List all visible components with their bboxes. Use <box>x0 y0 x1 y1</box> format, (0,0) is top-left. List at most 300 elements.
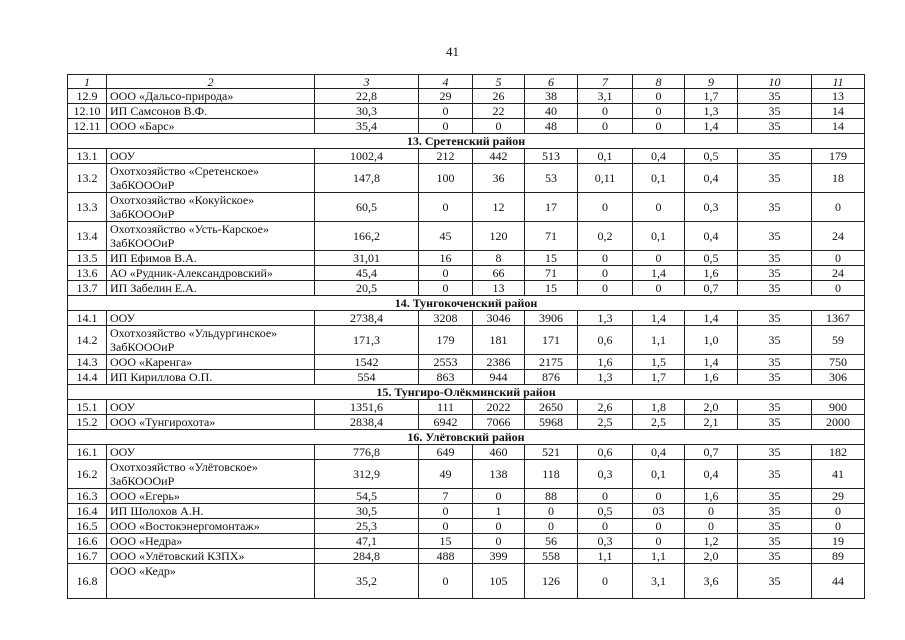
value-cell: 0 <box>419 504 473 519</box>
value-cell: 22 <box>473 104 525 119</box>
value-cell: 35 <box>738 281 812 296</box>
value-cell: 29 <box>812 489 865 504</box>
value-cell: 2386 <box>473 355 525 370</box>
value-cell: 2838,4 <box>315 415 419 430</box>
value-cell: 48 <box>525 119 578 134</box>
value-cell: 89 <box>812 549 865 564</box>
organization-name-cell: ООО «Каренга» <box>107 355 315 370</box>
value-cell: 88 <box>525 489 578 504</box>
value-cell: 120 <box>473 222 525 251</box>
value-cell: 30,3 <box>315 104 419 119</box>
value-cell: 1,5 <box>633 355 685 370</box>
value-cell: 20,5 <box>315 281 419 296</box>
value-cell: 0,11 <box>578 164 633 193</box>
row-number-cell: 13.5 <box>68 251 107 266</box>
column-number: 7 <box>578 75 633 89</box>
value-cell: 3046 <box>473 311 525 326</box>
table-row <box>68 445 865 460</box>
value-cell: 35 <box>738 549 812 564</box>
value-cell: 105 <box>473 564 525 599</box>
value-cell: 0,4 <box>633 445 685 460</box>
value-cell: 182 <box>812 445 865 460</box>
value-cell: 14 <box>812 104 865 119</box>
value-cell: 111 <box>419 400 473 415</box>
row-number-cell: 16.4 <box>68 504 107 519</box>
row-number-cell: 13.6 <box>68 266 107 281</box>
row-number-cell: 16.5 <box>68 519 107 534</box>
value-cell: 0 <box>633 519 685 534</box>
value-cell: 900 <box>812 400 865 415</box>
value-cell: 0 <box>578 281 633 296</box>
value-cell: 0,1 <box>578 149 633 164</box>
value-cell: 0 <box>812 193 865 222</box>
value-cell: 2022 <box>473 400 525 415</box>
table-row <box>68 519 865 534</box>
value-cell: 1367 <box>812 311 865 326</box>
value-cell: 59 <box>812 326 865 355</box>
value-cell: 24 <box>812 266 865 281</box>
table-row <box>68 281 865 296</box>
value-cell: 29 <box>419 89 473 104</box>
value-cell: 41 <box>812 460 865 489</box>
value-cell: 0 <box>578 519 633 534</box>
organization-name-cell: ИП Забелин Е.А. <box>107 281 315 296</box>
value-cell: 750 <box>812 355 865 370</box>
organization-name-cell: ИП Самсонов В.Ф. <box>107 104 315 119</box>
table-row <box>68 193 865 222</box>
district-title: 15. Тунгиро-Олёкминский район <box>68 385 865 400</box>
row-number-cell: 16.6 <box>68 534 107 549</box>
value-cell: 1,3 <box>578 370 633 385</box>
value-cell: 1,6 <box>685 266 738 281</box>
value-cell: 15 <box>525 251 578 266</box>
row-number-cell: 16.7 <box>68 549 107 564</box>
value-cell: 1,4 <box>633 266 685 281</box>
value-cell: 1,1 <box>633 549 685 564</box>
value-cell: 35 <box>738 149 812 164</box>
value-cell: 35 <box>738 534 812 549</box>
value-cell: 118 <box>525 460 578 489</box>
value-cell: 22,8 <box>315 89 419 104</box>
row-number-cell: 16.8 <box>68 564 107 599</box>
table-row <box>68 460 865 489</box>
table-row <box>68 370 865 385</box>
value-cell: 1542 <box>315 355 419 370</box>
value-cell: 0,3 <box>578 534 633 549</box>
column-number: 2 <box>107 75 315 89</box>
value-cell: 166,2 <box>315 222 419 251</box>
value-cell: 15 <box>525 281 578 296</box>
value-cell: 863 <box>419 370 473 385</box>
value-cell: 171 <box>525 326 578 355</box>
column-number-row <box>68 75 865 89</box>
value-cell: 1 <box>473 504 525 519</box>
organization-name-cell: Охотхозяйство «Кокуйское» ЗабКОООиР <box>107 193 315 222</box>
value-cell: 15 <box>419 534 473 549</box>
value-cell: 0 <box>633 534 685 549</box>
value-cell: 0,7 <box>685 281 738 296</box>
value-cell: 44 <box>812 564 865 599</box>
district-section-row <box>68 430 865 445</box>
value-cell: 0 <box>525 519 578 534</box>
row-number-cell: 15.2 <box>68 415 107 430</box>
table-row <box>68 119 865 134</box>
value-cell: 35,4 <box>315 119 419 134</box>
table-row <box>68 355 865 370</box>
column-number: 10 <box>738 75 812 89</box>
organization-name-cell: ООО «Барс» <box>107 119 315 134</box>
organization-name-cell: Охотхозяйство «Улётовское» ЗабКОООиР <box>107 460 315 489</box>
value-cell: 1,1 <box>633 326 685 355</box>
organization-name-cell: ООО «Егерь» <box>107 489 315 504</box>
district-title: 13. Сретенский район <box>68 134 865 149</box>
value-cell: 1,6 <box>685 370 738 385</box>
value-cell: 0 <box>633 281 685 296</box>
value-cell: 0,3 <box>685 193 738 222</box>
value-cell: 47,1 <box>315 534 419 549</box>
value-cell: 35 <box>738 222 812 251</box>
value-cell: 60,5 <box>315 193 419 222</box>
district-title: 16. Улётовский район <box>68 430 865 445</box>
value-cell: 147,8 <box>315 164 419 193</box>
organization-name-cell: АО «Рудник-Александровский» <box>107 266 315 281</box>
value-cell: 312,9 <box>315 460 419 489</box>
organization-name-cell: ООО «Тунгирохота» <box>107 415 315 430</box>
value-cell: 35,2 <box>315 564 419 599</box>
row-number-cell: 13.1 <box>68 149 107 164</box>
value-cell: 26 <box>473 89 525 104</box>
value-cell: 35 <box>738 311 812 326</box>
value-cell: 488 <box>419 549 473 564</box>
value-cell: 0 <box>812 519 865 534</box>
value-cell: 1002,4 <box>315 149 419 164</box>
value-cell: 45,4 <box>315 266 419 281</box>
value-cell: 0 <box>578 564 633 599</box>
value-cell: 2553 <box>419 355 473 370</box>
value-cell: 1351,6 <box>315 400 419 415</box>
value-cell: 0,1 <box>633 460 685 489</box>
value-cell: 0 <box>419 104 473 119</box>
table-row <box>68 104 865 119</box>
value-cell: 35 <box>738 564 812 599</box>
table-row <box>68 400 865 415</box>
organization-name-cell: ИП Шолохов А.Н. <box>107 504 315 519</box>
value-cell: 0 <box>419 193 473 222</box>
organization-name-cell: Охотхозяйство «Сретенское» ЗабКОООиР <box>107 164 315 193</box>
value-cell: 0 <box>633 89 685 104</box>
value-cell: 126 <box>525 564 578 599</box>
table-row <box>68 311 865 326</box>
value-cell: 38 <box>525 89 578 104</box>
value-cell: 0 <box>473 519 525 534</box>
value-cell: 3,1 <box>633 564 685 599</box>
row-number-cell: 15.1 <box>68 400 107 415</box>
column-number: 8 <box>633 75 685 89</box>
value-cell: 0 <box>812 281 865 296</box>
value-cell: 54,5 <box>315 489 419 504</box>
value-cell: 1,4 <box>685 355 738 370</box>
value-cell: 0,5 <box>578 504 633 519</box>
value-cell: 1,6 <box>578 355 633 370</box>
row-number-cell: 12.9 <box>68 89 107 104</box>
value-cell: 7 <box>419 489 473 504</box>
value-cell: 0 <box>473 489 525 504</box>
district-title: 14. Тунгокоченский район <box>68 296 865 311</box>
value-cell: 35 <box>738 400 812 415</box>
value-cell: 1,1 <box>578 549 633 564</box>
value-cell: 1,7 <box>633 370 685 385</box>
value-cell: 1,0 <box>685 326 738 355</box>
row-number-cell: 16.1 <box>68 445 107 460</box>
value-cell: 0,5 <box>685 149 738 164</box>
value-cell: 31,01 <box>315 251 419 266</box>
value-cell: 0,4 <box>633 149 685 164</box>
row-number-cell: 12.11 <box>68 119 107 134</box>
value-cell: 0 <box>578 251 633 266</box>
value-cell: 0 <box>578 489 633 504</box>
value-cell: 0,6 <box>578 445 633 460</box>
value-cell: 0 <box>633 251 685 266</box>
district-section-row <box>68 385 865 400</box>
value-cell: 181 <box>473 326 525 355</box>
value-cell: 284,8 <box>315 549 419 564</box>
value-cell: 6942 <box>419 415 473 430</box>
value-cell: 2175 <box>525 355 578 370</box>
column-number: 9 <box>685 75 738 89</box>
row-number-cell: 13.2 <box>68 164 107 193</box>
value-cell: 2,6 <box>578 400 633 415</box>
table-row <box>68 549 865 564</box>
value-cell: 17 <box>525 193 578 222</box>
value-cell: 35 <box>738 251 812 266</box>
table-row <box>68 415 865 430</box>
value-cell: 521 <box>525 445 578 460</box>
value-cell: 0 <box>685 504 738 519</box>
column-number: 1 <box>68 75 107 89</box>
value-cell: 0 <box>419 281 473 296</box>
value-cell: 35 <box>738 445 812 460</box>
value-cell: 3208 <box>419 311 473 326</box>
value-cell: 0,5 <box>685 251 738 266</box>
value-cell: 3,6 <box>685 564 738 599</box>
value-cell: 0,1 <box>633 222 685 251</box>
row-number-cell: 12.10 <box>68 104 107 119</box>
value-cell: 876 <box>525 370 578 385</box>
value-cell: 13 <box>473 281 525 296</box>
value-cell: 171,3 <box>315 326 419 355</box>
value-cell: 1,7 <box>685 89 738 104</box>
value-cell: 0,4 <box>685 460 738 489</box>
row-number-cell: 14.3 <box>68 355 107 370</box>
value-cell: 71 <box>525 266 578 281</box>
row-number-cell: 13.4 <box>68 222 107 251</box>
row-number-cell: 14.1 <box>68 311 107 326</box>
value-cell: 14 <box>812 119 865 134</box>
value-cell: 0 <box>578 104 633 119</box>
organization-name-cell: ООУ <box>107 400 315 415</box>
value-cell: 66 <box>473 266 525 281</box>
value-cell: 554 <box>315 370 419 385</box>
organization-name-cell: ООО «Недра» <box>107 534 315 549</box>
column-number: 6 <box>525 75 578 89</box>
value-cell: 0 <box>633 489 685 504</box>
row-number-cell: 14.2 <box>68 326 107 355</box>
column-number: 3 <box>315 75 419 89</box>
value-cell: 35 <box>738 89 812 104</box>
value-cell: 1,4 <box>685 119 738 134</box>
value-cell: 35 <box>738 370 812 385</box>
value-cell: 24 <box>812 222 865 251</box>
value-cell: 2650 <box>525 400 578 415</box>
value-cell: 460 <box>473 445 525 460</box>
value-cell: 0 <box>812 251 865 266</box>
value-cell: 0 <box>685 519 738 534</box>
value-cell: 0,7 <box>685 445 738 460</box>
value-cell: 2738,4 <box>315 311 419 326</box>
hunting-grounds-table <box>67 74 865 599</box>
value-cell: 0 <box>419 119 473 134</box>
value-cell: 18 <box>812 164 865 193</box>
value-cell: 179 <box>812 149 865 164</box>
organization-name-cell: ИП Кириллова О.П. <box>107 370 315 385</box>
value-cell: 2,0 <box>685 549 738 564</box>
value-cell: 19 <box>812 534 865 549</box>
value-cell: 35 <box>738 164 812 193</box>
value-cell: 1,4 <box>633 311 685 326</box>
value-cell: 1,8 <box>633 400 685 415</box>
value-cell: 35 <box>738 460 812 489</box>
organization-name-cell: ООО «Кедр» <box>107 564 315 599</box>
table-row <box>68 489 865 504</box>
value-cell: 35 <box>738 519 812 534</box>
value-cell: 0,6 <box>578 326 633 355</box>
value-cell: 16 <box>419 251 473 266</box>
table-row <box>68 222 865 251</box>
organization-name-cell: Охотхозяйство «Усть-Карское» ЗабКОООиР <box>107 222 315 251</box>
value-cell: 306 <box>812 370 865 385</box>
value-cell: 71 <box>525 222 578 251</box>
organization-name-cell: ООУ <box>107 311 315 326</box>
value-cell: 45 <box>419 222 473 251</box>
organization-name-cell: ООУ <box>107 149 315 164</box>
value-cell: 8 <box>473 251 525 266</box>
value-cell: 2,1 <box>685 415 738 430</box>
value-cell: 513 <box>525 149 578 164</box>
value-cell: 35 <box>738 504 812 519</box>
value-cell: 35 <box>738 355 812 370</box>
value-cell: 100 <box>419 164 473 193</box>
value-cell: 3906 <box>525 311 578 326</box>
table-row <box>68 326 865 355</box>
value-cell: 49 <box>419 460 473 489</box>
table-body <box>68 75 865 599</box>
organization-name-cell: Охотхозяйство «Ульдургинское» ЗабКОООиР <box>107 326 315 355</box>
table-row <box>68 504 865 519</box>
column-number: 4 <box>419 75 473 89</box>
value-cell: 0 <box>473 119 525 134</box>
value-cell: 0 <box>419 564 473 599</box>
value-cell: 776,8 <box>315 445 419 460</box>
value-cell: 399 <box>473 549 525 564</box>
page-number: 41 <box>446 44 459 59</box>
value-cell: 0 <box>578 266 633 281</box>
value-cell: 35 <box>738 266 812 281</box>
value-cell: 2,5 <box>633 415 685 430</box>
value-cell: 0 <box>419 266 473 281</box>
value-cell: 0 <box>633 193 685 222</box>
table-row <box>68 266 865 281</box>
value-cell: 40 <box>525 104 578 119</box>
value-cell: 944 <box>473 370 525 385</box>
table-row <box>68 534 865 549</box>
value-cell: 53 <box>525 164 578 193</box>
value-cell: 0 <box>633 104 685 119</box>
value-cell: 1,3 <box>685 104 738 119</box>
value-cell: 0 <box>473 534 525 549</box>
organization-name-cell: ООО «Востокэнергомонтаж» <box>107 519 315 534</box>
value-cell: 2,5 <box>578 415 633 430</box>
value-cell: 25,3 <box>315 519 419 534</box>
value-cell: 212 <box>419 149 473 164</box>
value-cell: 13 <box>812 89 865 104</box>
value-cell: 558 <box>525 549 578 564</box>
value-cell: 2000 <box>812 415 865 430</box>
organization-name-cell: ООО «Улётовский КЗПХ» <box>107 549 315 564</box>
table-row <box>68 564 865 599</box>
value-cell: 442 <box>473 149 525 164</box>
value-cell: 12 <box>473 193 525 222</box>
value-cell: 35 <box>738 326 812 355</box>
value-cell: 649 <box>419 445 473 460</box>
value-cell: 0 <box>812 504 865 519</box>
value-cell: 35 <box>738 193 812 222</box>
organization-name-cell: ИП Ефимов В.А. <box>107 251 315 266</box>
value-cell: 1,6 <box>685 489 738 504</box>
organization-name-cell: ООО «Дальсо-природа» <box>107 89 315 104</box>
value-cell: 7066 <box>473 415 525 430</box>
value-cell: 35 <box>738 104 812 119</box>
row-number-cell: 13.3 <box>68 193 107 222</box>
table-row <box>68 149 865 164</box>
row-number-cell: 16.3 <box>68 489 107 504</box>
district-section-row <box>68 296 865 311</box>
row-number-cell: 14.4 <box>68 370 107 385</box>
column-number: 11 <box>812 75 865 89</box>
value-cell: 0 <box>633 119 685 134</box>
value-cell: 0,4 <box>685 164 738 193</box>
value-cell: 1,2 <box>685 534 738 549</box>
value-cell: 30,5 <box>315 504 419 519</box>
value-cell: 1,4 <box>685 311 738 326</box>
value-cell: 3,1 <box>578 89 633 104</box>
value-cell: 2,0 <box>685 400 738 415</box>
value-cell: 36 <box>473 164 525 193</box>
value-cell: 138 <box>473 460 525 489</box>
value-cell: 0,1 <box>633 164 685 193</box>
value-cell: 0 <box>419 519 473 534</box>
value-cell: 0,2 <box>578 222 633 251</box>
value-cell: 35 <box>738 489 812 504</box>
value-cell: 0 <box>578 119 633 134</box>
value-cell: 35 <box>738 119 812 134</box>
column-number: 5 <box>473 75 525 89</box>
value-cell: 0,3 <box>578 460 633 489</box>
row-number-cell: 13.7 <box>68 281 107 296</box>
value-cell: 56 <box>525 534 578 549</box>
district-section-row <box>68 134 865 149</box>
organization-name-cell: ООУ <box>107 445 315 460</box>
value-cell: 179 <box>419 326 473 355</box>
